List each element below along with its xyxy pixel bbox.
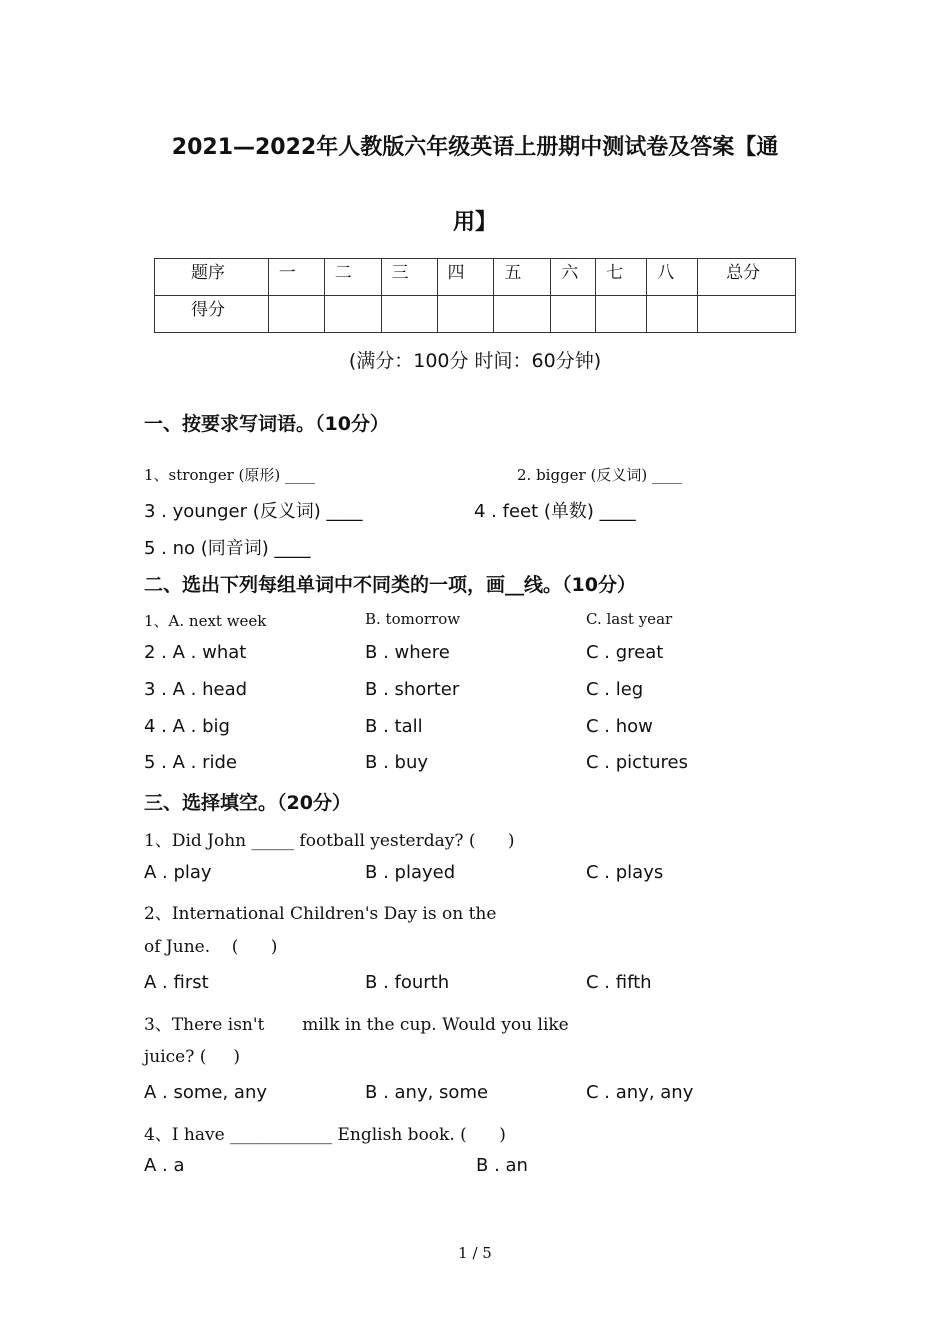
score-header-cell: 八	[647, 259, 698, 296]
s2-row3-option-b: B . shorter	[365, 679, 460, 700]
score-table-score-row	[155, 296, 796, 333]
s1-question-1: 1、stronger (原形) ____	[144, 466, 316, 484]
score-table	[154, 258, 796, 333]
score-header-cell: 二	[324, 259, 381, 296]
s1-question-4: 4 . feet (单数) ____	[474, 501, 636, 522]
s2-row1-option-a: 1、A. next week	[144, 612, 267, 630]
s2-row5-option-a: 5 . A . ride	[144, 752, 237, 773]
exam-title-line2: 用】	[452, 210, 497, 235]
s3-q3-option-c: C . any, any	[586, 1082, 694, 1103]
s1-question-3: 3 . younger (反义词) ____	[144, 501, 363, 522]
score-table-header-row	[155, 259, 796, 296]
s3-q1-option-a: A . play	[144, 862, 212, 883]
s2-row4-option-b: B . tall	[365, 716, 423, 737]
section3-heading: 三、选择填空。（20分）	[144, 792, 351, 814]
section1-heading: 一、按要求写词语。（10分）	[144, 413, 389, 435]
s3-q2-option-c: C . fifth	[586, 972, 652, 993]
s2-row2-option-a: 2 . A . what	[144, 642, 247, 663]
s2-row2-option-b: B . where	[365, 642, 450, 663]
s3-q1-option-b: B . played	[365, 862, 456, 883]
score-header-cell: 一	[268, 259, 324, 296]
score-header-cell: 总分	[698, 259, 796, 296]
score-header-cell: 五	[494, 259, 551, 296]
s3-question-1: 1、Did John _____ football yesterday? ( )	[144, 831, 515, 851]
exam-title-line1: 2021—2022年人教版六年级英语上册期中测试卷及答案【通	[171, 135, 779, 160]
score-header-cell: 题序	[155, 259, 269, 296]
s2-row4-option-a: 4 . A . big	[144, 716, 230, 737]
s3-q4-option-b: B . an	[476, 1155, 528, 1176]
s3-q3-option-b: B . any, some	[365, 1082, 489, 1103]
score-header-cell: 六	[551, 259, 596, 296]
score-header-cell: 四	[437, 259, 494, 296]
s2-row1-option-b: B. tomorrow	[365, 610, 461, 628]
score-cell[interactable]	[437, 296, 494, 333]
score-cell[interactable]	[324, 296, 381, 333]
score-header-cell: 三	[381, 259, 437, 296]
s1-question-5: 5 . no (同音词) ____	[144, 538, 311, 559]
s2-row2-option-c: C . great	[586, 642, 664, 663]
s2-row1-option-c: C. last year	[586, 610, 673, 628]
s3-q1-option-c: C . plays	[586, 862, 664, 883]
score-cell[interactable]	[551, 296, 596, 333]
score-cell[interactable]	[596, 296, 647, 333]
s2-row5-option-b: B . buy	[365, 752, 428, 773]
s3-question-3-line2: juice? ( )	[144, 1047, 241, 1067]
s2-row5-option-c: C . pictures	[586, 752, 688, 773]
s2-row4-option-c: C . how	[586, 716, 653, 737]
score-cell[interactable]	[698, 296, 796, 333]
score-cell[interactable]	[268, 296, 324, 333]
s3-q2-option-b: B . fourth	[365, 972, 450, 993]
s3-question-3-line1: 3、There isn't milk in the cup. Would you like	[144, 1015, 569, 1035]
s3-q2-option-a: A . first	[144, 972, 209, 993]
s1-question-2: 2. bigger (反义词) ____	[517, 466, 682, 484]
score-header-cell: 七	[596, 259, 647, 296]
s3-question-2-line1: 2、International Children's Day is on the	[144, 904, 497, 924]
exam-note: (满分：100分 时间：60分钟)	[348, 350, 602, 372]
score-cell[interactable]	[494, 296, 551, 333]
s3-question-4: 4、I have ____________ English book. ( )	[144, 1125, 506, 1145]
s3-q3-option-a: A . some, any	[144, 1082, 268, 1103]
score-cell[interactable]	[381, 296, 437, 333]
s2-row3-option-c: C . leg	[586, 679, 644, 700]
s3-question-2-line2: of June. ( )	[144, 937, 278, 957]
score-cell[interactable]	[647, 296, 698, 333]
s2-row3-option-a: 3 . A . head	[144, 679, 248, 700]
s3-q4-option-a: A . a	[144, 1155, 185, 1176]
section2-heading: 二、选出下列每组单词中不同类的一项，画__线。（10分）	[144, 574, 636, 596]
page-number: 1 / 5	[458, 1244, 492, 1262]
score-row-label: 得分	[155, 296, 269, 333]
